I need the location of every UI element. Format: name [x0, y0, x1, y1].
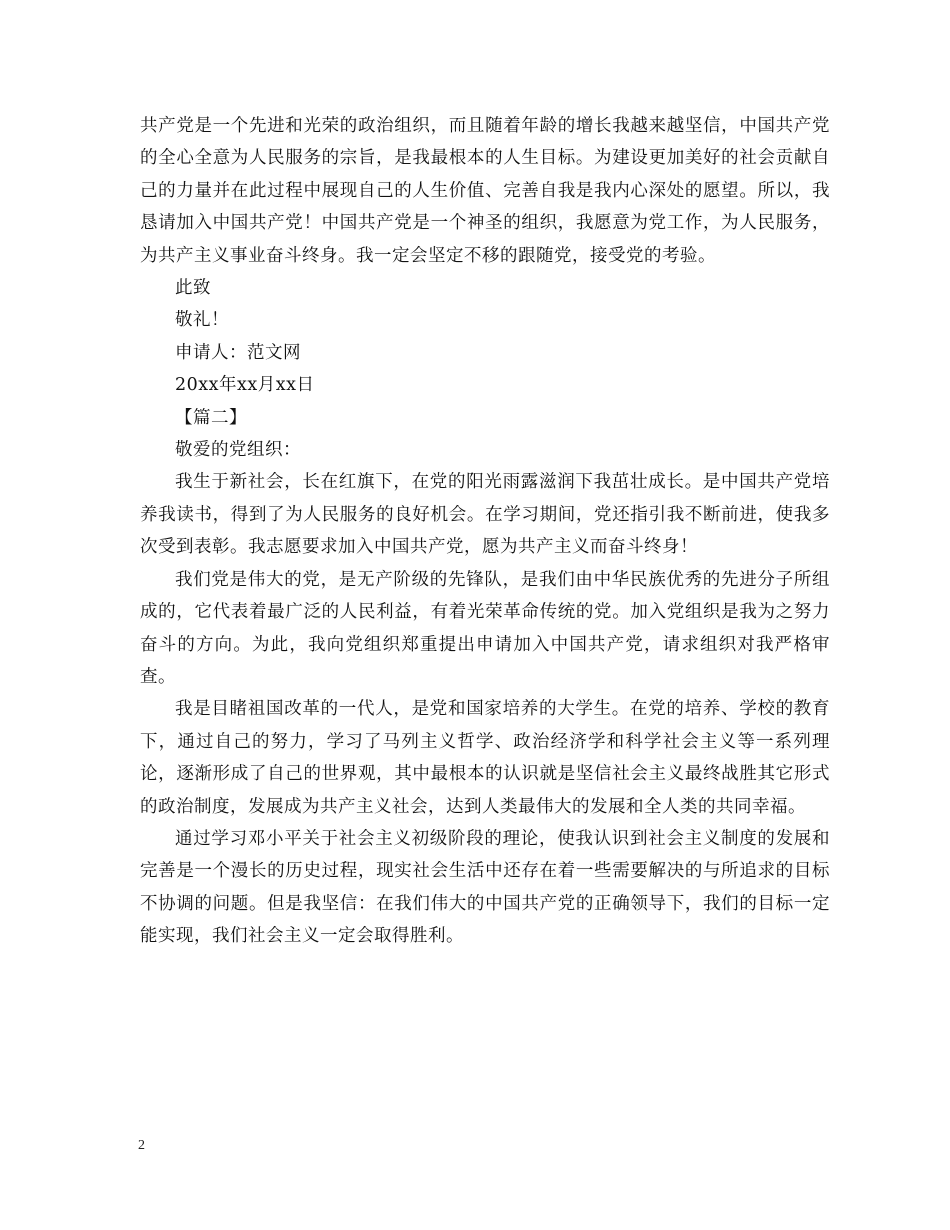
- paragraph: 我生于新社会，长在红旗下，在党的阳光雨露滋润下我茁壮成长。是中国共产党培养我读书，得到了为人民服务的良好机会。在学习期间，党还指引我不断前进，使我多次受到表彰。我志愿要求加入中国共产党，愿为共产主义而奋斗终身！: [140, 472, 830, 558]
- page-number: 2: [138, 1138, 145, 1153]
- paragraph: 我是目睹祖国改革的一代人，是党和国家培养的大学生。在党的培养、学校的教育下，通过自己的努力，学习了马列主义哲学、政治经济学和科学社会主义等一系列理论，逐渐形成了自己的世界观，其中最根本的认识就是坚信社会主义最终战胜其它形式的政治制度，发展成为共产主义社会，达到人类最伟大的发展和全人类的共同幸福。: [140, 699, 830, 817]
- applicant-line: 申请人：范文网: [175, 342, 301, 363]
- paragraph: 我们党是伟大的党，是无产阶级的先锋队，是我们由中华民族优秀的先进分子所组成的，它代表着最广泛的人民利益，有着光荣革命传统的党。加入党组织是我为之努力奋斗的方向。为此，我向党组织郑重提出申请加入中国共产党，请求组织对我严格审查。: [140, 569, 830, 687]
- paragraph-continued: 共产党是一个先进和光荣的政治组织，而且随着年龄的增长我越来越坚信，中国共产党的全心全意为人民服务的宗旨，是我最根本的人生目标。为建设更加美好的社会贡献自己的力量并在此过程中展现自己的人生价值、完善自我是我内心深处的愿望。所以，我恳请加入中国共产党！中国共产党是一个神圣的组织，我愿意为党工作，为人民服务，为共产主义事业奋斗终身。我一定会坚定不移的跟随党，接受党的考验。: [140, 116, 830, 266]
- paragraph: 通过学习邓小平关于社会主义初级阶段的理论，使我认识到社会主义制度的发展和完善是一个漫长的历史过程，现实社会生活中还存在着一些需要解决的与所追求的目标不协调的问题。但是我坚信：在我们伟大的中国共产党的正确领导下，我们的目标一定能实现，我们社会主义一定会取得胜利。: [140, 828, 830, 947]
- date-line: 20xx年xx月xx日: [175, 375, 315, 396]
- closing-salutation: 此致: [175, 278, 211, 299]
- closing-respect: 敬礼！: [175, 310, 229, 331]
- section-heading: 【篇二】: [175, 407, 247, 428]
- greeting-line: 敬爱的党组织：: [175, 440, 301, 461]
- body-text: [140, 110, 830, 953]
